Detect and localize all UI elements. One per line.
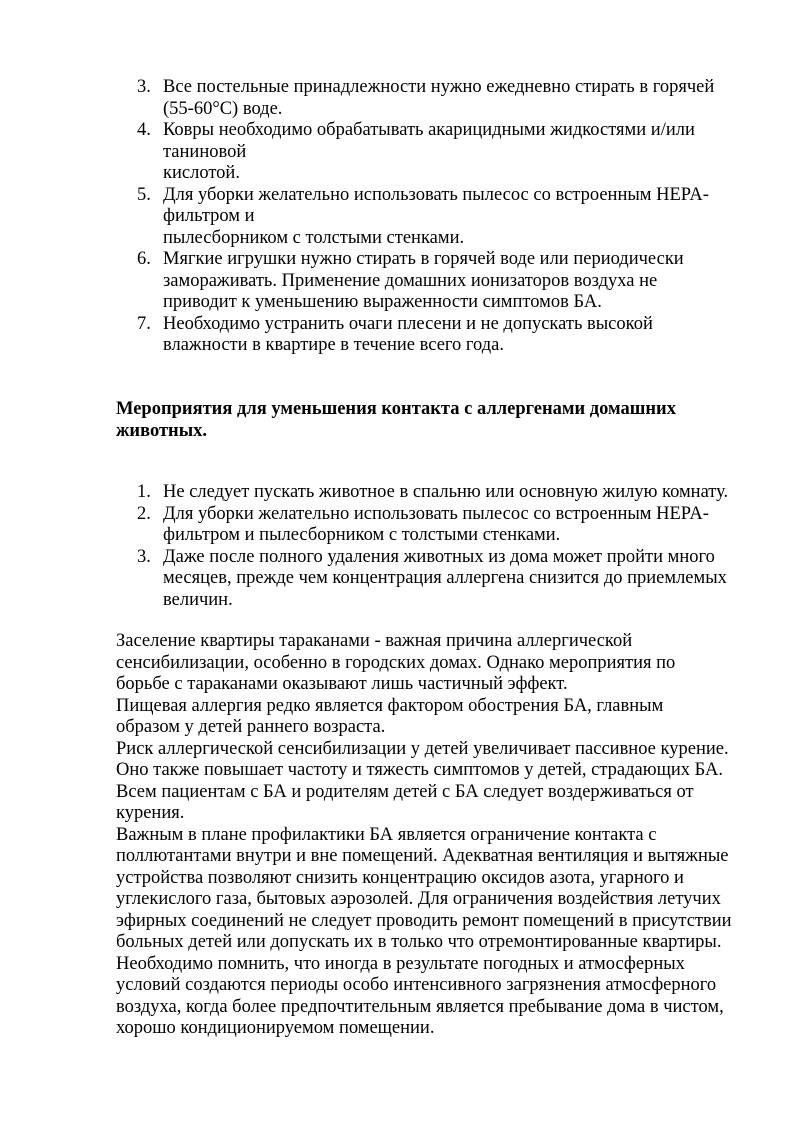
list-number: 1. xyxy=(137,482,151,502)
text-line: поллютантами внутри и вне помещений. Адекватная вентиляция и вытяжные xyxy=(116,846,729,866)
text-line: углекислого газа, бытовых аэрозолей. Для ограничения воздействия летучих xyxy=(116,889,721,909)
list-item xyxy=(137,77,763,120)
text-line: таниновой xyxy=(163,141,247,162)
text-line: Пищевая аллергия редко является фактором обострения БА, главным xyxy=(116,695,664,716)
text-line: кислотой. xyxy=(163,163,240,183)
list-item xyxy=(137,120,763,185)
list-item xyxy=(137,313,763,357)
text-line: Даже после полного удаления животных из дома может пройти много xyxy=(163,546,715,567)
text-line: Важным в плане профилактики БА является ограничение контакта с xyxy=(116,824,657,845)
text-line: воздуха, когда более предпочтительным является пребывание дома в чистом, xyxy=(116,996,724,1017)
text-line: замораживать. Применение домашних ионизаторов воздуха не xyxy=(163,270,658,291)
list-item xyxy=(137,546,763,612)
text-line: Оно также повышает частоту и тяжесть симптомов у детей, страдающих БА. xyxy=(116,760,723,780)
text-line: больных детей или допускать их в только что отремонтированные квартиры. xyxy=(116,932,722,952)
section-heading xyxy=(116,399,676,442)
text-line: условий создаются периоды особо интенсивного загрязнения атмосферного xyxy=(116,975,717,995)
text-line: Необходимо помнить, что иногда в результате погодных и атмосферных xyxy=(116,953,685,974)
list-pet-measures xyxy=(137,482,763,611)
text-line: устройства позволяют снизить концентрацию оксидов азота, угарного и xyxy=(116,867,684,888)
list-number: 4. xyxy=(137,120,151,140)
body-text xyxy=(116,631,732,1040)
list-item xyxy=(137,249,763,314)
text-line: образом у детей раннего возраста. xyxy=(116,717,386,737)
text-line: Всем пациентам с БА и родителям детей с БА следует воздерживаться от xyxy=(116,781,694,802)
text-line: Для уборки желательно использовать пылесос со встроенным HEPA- xyxy=(163,503,709,524)
text-line: приводит к уменьшению выраженности симптомов БА. xyxy=(163,292,602,312)
text-line: Риск аллергической сенсибилизации у детей увеличивает пассивное курение. xyxy=(116,738,729,759)
text-line: курения. xyxy=(116,803,185,823)
text-line: Не следует пускать животное в спальню или основную жилую комнату. xyxy=(163,482,729,502)
text-line: месяцев, прежде чем концентрация аллергена снизится до приемлемых xyxy=(163,568,727,588)
heading-line: животных. xyxy=(116,420,208,441)
list-number: 3. xyxy=(137,77,151,97)
list-number: 7. xyxy=(137,313,151,334)
text-line: Необходимо устранить очаги плесени и не допускать высокой xyxy=(163,313,653,334)
list-household-measures xyxy=(137,77,763,357)
list-item xyxy=(137,482,763,504)
heading-line: Мероприятия для уменьшения контакта с аллергенами домашних xyxy=(116,399,676,419)
text-line: пылесборником с толстыми стенками. xyxy=(163,227,465,248)
text-line: борьбе с тараканами оказывают лишь частичный эффект. xyxy=(116,674,568,694)
text-line: фильтром и xyxy=(163,206,255,226)
text-line: (55-60°C) воде. xyxy=(163,98,283,119)
text-line: Для уборки желательно использовать пылесос со встроенным HEPA- xyxy=(163,184,709,205)
text-line: Все постельные принадлежности нужно ежедневно стирать в горячей xyxy=(163,77,715,97)
list-item xyxy=(137,503,763,547)
text-line: сенсибилизации, особенно в городских домах. Однако мероприятия по xyxy=(116,652,676,673)
text-line: величин. xyxy=(163,589,233,610)
list-number: 2. xyxy=(137,503,151,524)
text-line: Мягкие игрушки нужно стирать в горячей воде или периодически xyxy=(163,249,684,269)
text-line: эфирных соединений не следует проводить ремонт помещений в присутствии xyxy=(116,910,732,931)
list-number: 5. xyxy=(137,184,151,205)
text-line: фильтром и пылесборником с толстыми стенками. xyxy=(163,525,561,545)
text-line: хорошо кондиционируемом помещении. xyxy=(116,1018,435,1038)
text-line: влажности в квартире в течение всего года. xyxy=(163,335,504,355)
list-number: 3. xyxy=(137,546,151,567)
list-number: 6. xyxy=(137,249,151,269)
text-line: Ковры необходимо обрабатывать акарицидными жидкостями и/или xyxy=(163,120,695,140)
list-item xyxy=(137,184,763,250)
text-line: Заселение квартиры тараканами - важная причина аллергической xyxy=(116,631,633,651)
